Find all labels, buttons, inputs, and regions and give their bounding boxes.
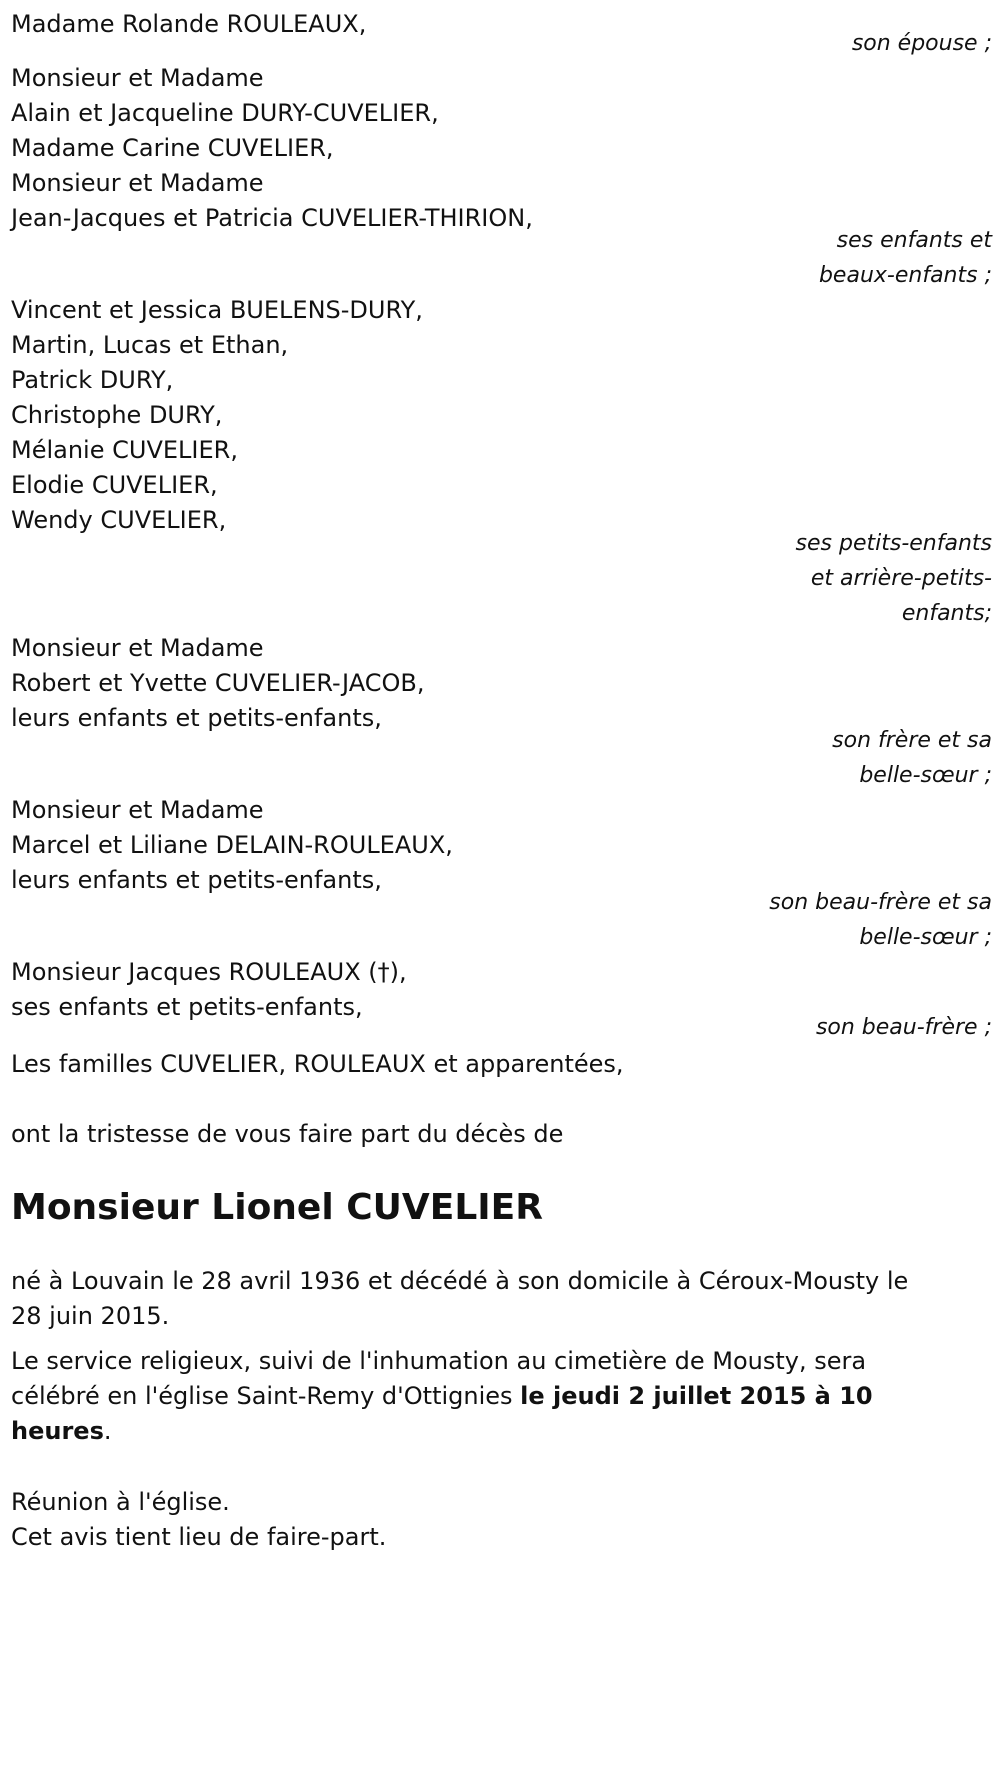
name-line: Madame Carine CUVELIER, xyxy=(11,134,334,162)
birth-death-line: né à Louvain le 28 avril 1936 et décédé à son domicile à Céroux-Mousty le xyxy=(11,1267,909,1295)
announcement-line: ont la tristesse de vous faire part du décès de xyxy=(11,1120,564,1148)
name-line: Monsieur Jacques ROULEAUX (†), xyxy=(11,958,407,986)
service-line xyxy=(11,1382,873,1410)
service-line xyxy=(11,1417,112,1445)
name-line: Christophe DURY, xyxy=(11,401,223,429)
name-line: Madame Rolande ROULEAUX, xyxy=(11,10,367,38)
name-line: Martin, Lucas et Ethan, xyxy=(11,331,289,359)
birth-death-line: 28 juin 2015. xyxy=(11,1302,170,1330)
name-line: Marcel et Liliane DELAIN-ROULEAUX, xyxy=(11,831,453,859)
relation-line: son épouse ; xyxy=(851,31,992,56)
closing-line: Cet avis tient lieu de faire-part. xyxy=(11,1523,387,1551)
name-line: leurs enfants et petits-enfants, xyxy=(11,866,382,894)
name-line: Jean-Jacques et Patricia CUVELIER-THIRION, xyxy=(11,204,533,232)
name-line: Vincent et Jessica BUELENS-DURY, xyxy=(11,296,423,324)
name-line: Monsieur et Madame xyxy=(11,169,264,197)
families-line: Les familles CUVELIER, ROULEAUX et apparentées, xyxy=(11,1050,624,1078)
service-end: . xyxy=(103,1417,112,1445)
name-line: Monsieur et Madame xyxy=(11,634,264,662)
name-line: leurs enfants et petits-enfants, xyxy=(11,704,382,732)
name-line: Monsieur et Madame xyxy=(11,64,264,92)
service-time: heures xyxy=(11,1417,104,1445)
service-line: Le service religieux, suivi de l'inhumation au cimetière de Mousty, sera xyxy=(11,1347,867,1375)
name-line: Alain et Jacqueline DURY-CUVELIER, xyxy=(11,99,439,127)
service-text: célébré en l'église Saint-Remy d'Ottignies xyxy=(11,1382,521,1410)
relation-line: son frère et sa xyxy=(832,728,992,753)
name-line: Wendy CUVELIER, xyxy=(11,506,227,534)
name-line: Monsieur et Madame xyxy=(11,796,264,824)
relation-line: beaux-enfants ; xyxy=(818,263,992,288)
service-date: le jeudi 2 juillet 2015 à 10 xyxy=(520,1382,873,1410)
name-line: Elodie CUVELIER, xyxy=(11,471,218,499)
relation-line: ses petits-enfants xyxy=(795,531,992,556)
relation-line: son beau-frère ; xyxy=(815,1015,992,1040)
relation-line: et arrière-petits- xyxy=(810,566,992,591)
relation-line: enfants; xyxy=(901,601,992,626)
deceased-name: Monsieur Lionel CUVELIER xyxy=(11,1187,543,1228)
relation-line: belle-sœur ; xyxy=(859,763,992,788)
name-line: Mélanie CUVELIER, xyxy=(11,436,238,464)
relation-line: ses enfants et xyxy=(836,228,992,253)
name-line: ses enfants et petits-enfants, xyxy=(11,993,363,1021)
name-line: Robert et Yvette CUVELIER-JACOB, xyxy=(11,669,425,697)
name-line: Patrick DURY, xyxy=(11,366,174,394)
relation-line: son beau-frère et sa xyxy=(769,890,992,915)
closing-line: Réunion à l'église. xyxy=(11,1488,230,1516)
relation-line: belle-sœur ; xyxy=(859,925,992,950)
